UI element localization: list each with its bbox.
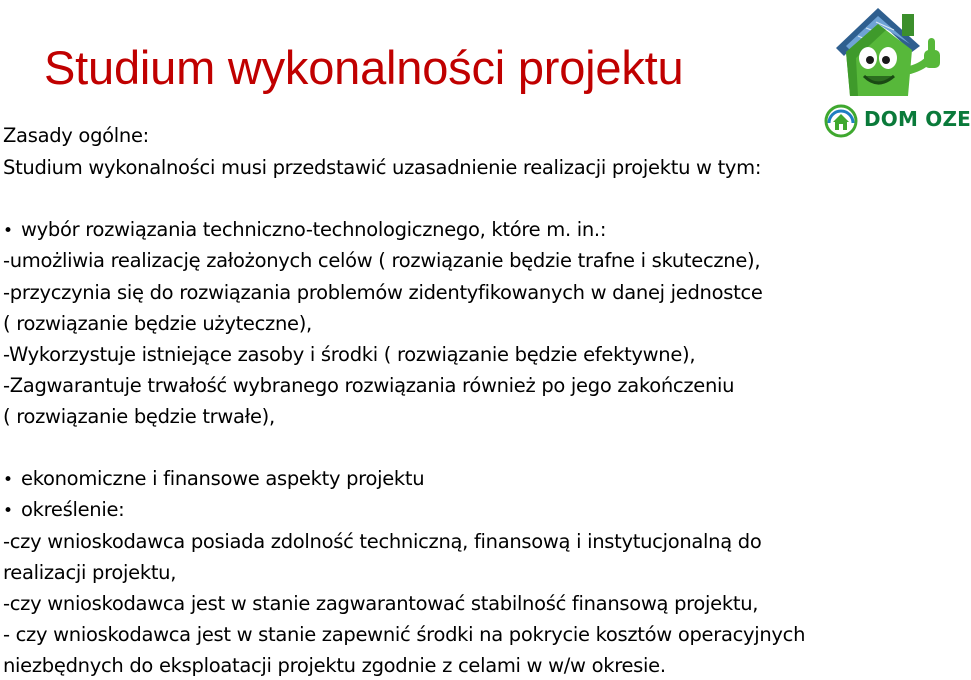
- bullet-item: [3, 467, 424, 492]
- text-line: -czy wnioskodawca posiada zdolność techniczną, finansową i instytucjonalną do: [3, 530, 762, 553]
- brand-mark: [824, 104, 971, 140]
- text-line: ( rozwiązanie będzie trwałe),: [3, 405, 275, 428]
- text-line: ( rozwiązanie będzie użyteczne),: [3, 312, 312, 335]
- house-mascot-thumbs-up-icon: [816, 0, 956, 100]
- text-line: -czy wnioskodawca jest w stanie zagwarantować stabilność finansową projektu,: [3, 592, 759, 615]
- text-line: Studium wykonalności musi przedstawić uzasadnienie realizacji projektu w tym:: [3, 156, 762, 179]
- text-line: -przyczynia się do rozwiązania problemów zidentyfikowanych w danej jednostce: [3, 281, 763, 304]
- bullet-item: [3, 498, 124, 523]
- text-line: Zasady ogólne:: [3, 124, 149, 147]
- brand-house-icon: [824, 104, 858, 138]
- bullet-text: ekonomiczne i finansowe aspekty projektu: [21, 467, 425, 490]
- brand-text: DOM OZE: [864, 107, 971, 131]
- text-line: -Wykorzystuje istniejące zasoby i środki ( rozwiązanie będzie efektywne),: [3, 343, 696, 366]
- text-line: -Zagwarantuje trwałość wybranego rozwiązania również po jego zakończeniu: [3, 374, 735, 397]
- bullet-icon: •: [3, 470, 13, 490]
- dom-oze-logo: [812, 0, 971, 150]
- text-line: -umożliwia realizację założonych celów ( rozwiązanie będzie trafne i skuteczne),: [3, 249, 761, 272]
- bullet-icon: •: [3, 501, 13, 521]
- bullet-text: określenie:: [21, 498, 125, 521]
- page-title: Studium wykonalności projektu: [44, 41, 684, 94]
- bullet-item: [3, 218, 606, 243]
- bullet-icon: •: [3, 221, 13, 241]
- text-line: realizacji projektu,: [3, 561, 177, 584]
- text-line: niezbędnych do eksploatacji projektu zgodnie z celami w w/w okresie.: [3, 654, 666, 677]
- text-line: - czy wnioskodawca jest w stanie zapewnić środki na pokrycie kosztów operacyjnych: [3, 623, 806, 646]
- bullet-text: wybór rozwiązania techniczno-technologicznego, które m. in.:: [21, 218, 607, 241]
